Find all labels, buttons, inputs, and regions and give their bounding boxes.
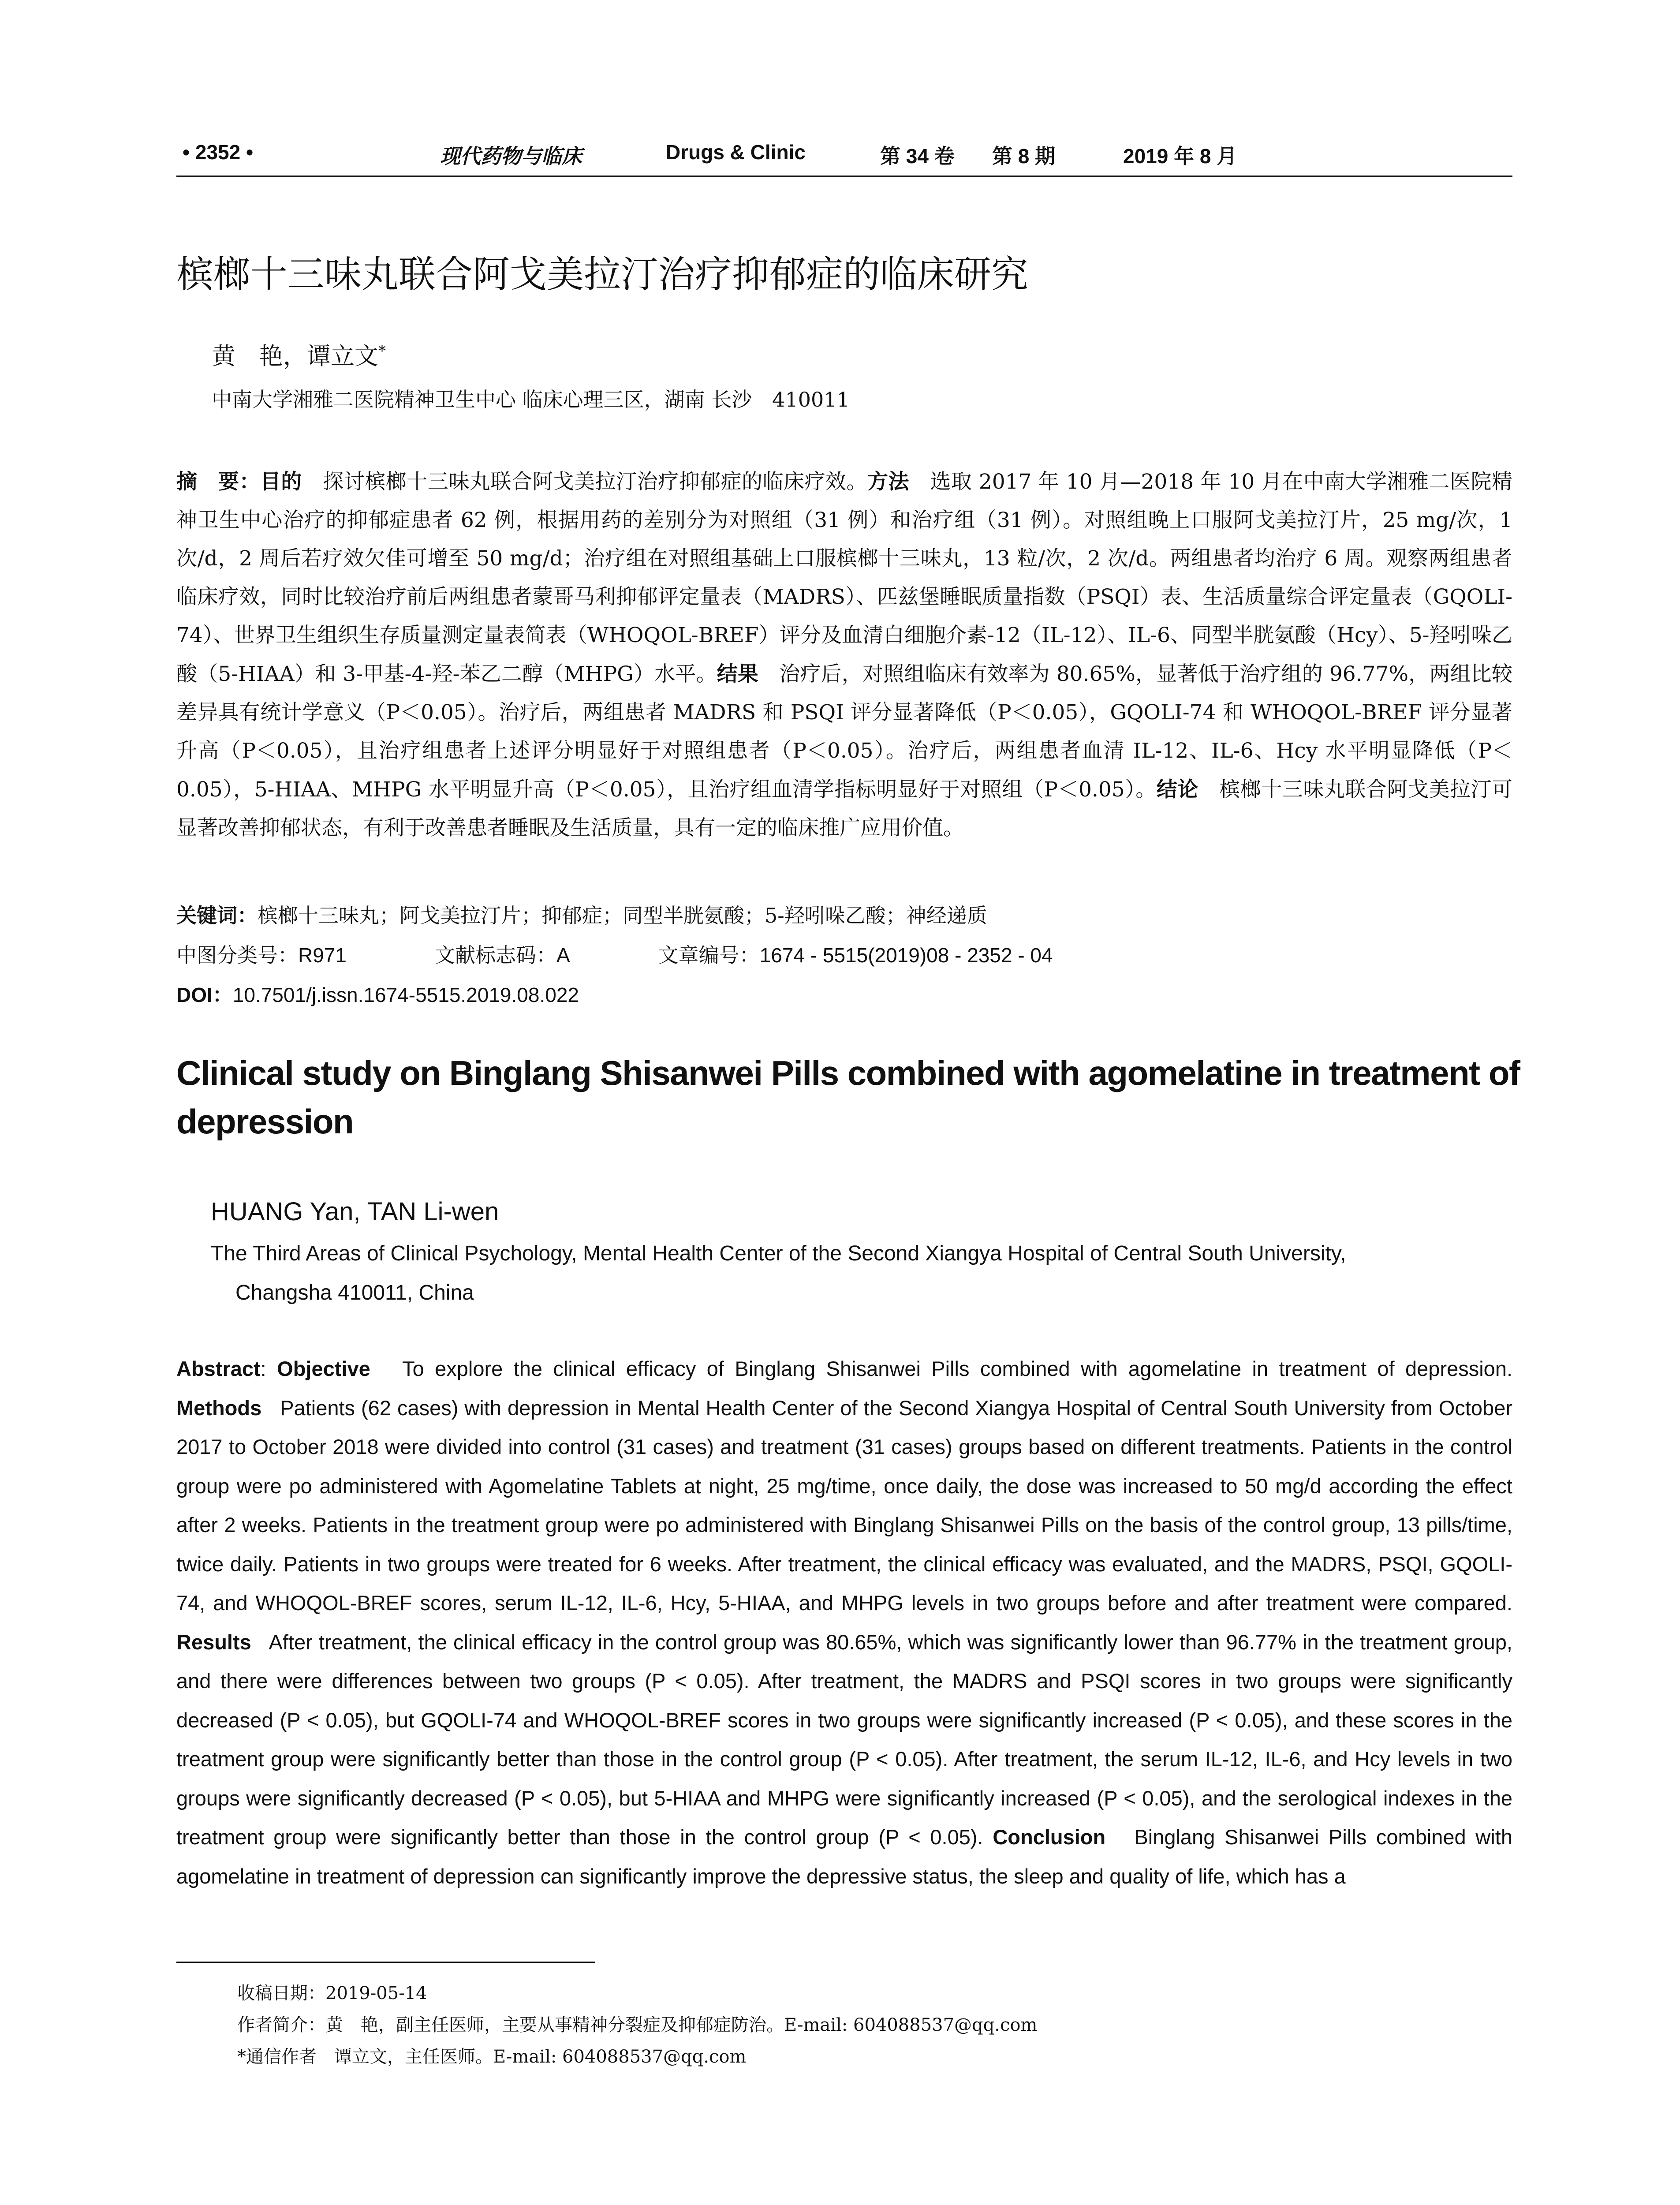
issue: 第 8 期 xyxy=(992,145,1056,168)
chinese-authors xyxy=(212,337,386,371)
methods-text-en: Patients (62 cases) with depression in Mental Health Center of the Second Xiangya Hospital of Central South University from October 2017 to October 2018 were divided into control (31 cases) and treatment (31 cases) groups based on different treatments. Patients in the control group were po administered with Agomelatine Tablets at night, 25 mg/time, once daily, the dose was increased to 50 mg/d according the effect after 2 weeks. Patients in the treatment group were po administered with Binglang Shisanwei Pills on the basis of the control group, 13 pills/time, twice daily. Patients in two groups were treated for 6 weeks. After treatment, the clinical efficacy was evaluated, and the MADRS, PSQI, GQOLI-74, and WHOQOL-BREF scores, serum IL-12, IL-6, Hcy, 5-HIAA, and MHPG levels in two groups before and after treatment were compared. xyxy=(176,1396,1512,1615)
clc-label: 中图分类号： xyxy=(176,944,298,967)
english-affiliation-line-1: The Third Areas of Clinical Psychology, Mental Health Center of the Second Xiangya Hospital of Central South University, xyxy=(211,1242,1346,1265)
journal-name-en: Drugs & Clinic xyxy=(666,141,806,164)
keywords-line xyxy=(176,900,987,929)
keywords: 槟榔十三味丸；阿戈美拉汀片；抑郁症；同型半胱氨酸；5-羟吲哚乙酸；神经递质 xyxy=(258,904,987,927)
chinese-affiliation: 中南大学湘雅二医院精神卫生中心 临床心理三区，湖南 长沙 410011 xyxy=(212,388,850,411)
article-number: 1674 - 5515(2019)08 - 2352 - 04 xyxy=(759,944,1053,967)
page-number: • 2352 • xyxy=(183,141,254,164)
footnote-corresponding: *通信作者 谭立文，主任医师。E-mail: 604088537@qq.com xyxy=(237,2047,747,2067)
conclusion-label-cn: 结论 xyxy=(1156,777,1198,801)
clc-code: R971 xyxy=(298,944,347,967)
objective-label-en: Objective xyxy=(277,1357,370,1380)
footnote-rule xyxy=(176,1962,595,1963)
results-label-cn: 结果 xyxy=(717,662,759,685)
results-label-en: Results xyxy=(176,1630,251,1654)
english-title: Clinical study on Binglang Shisanwei Pills combined with agomelatine in treatment of depression xyxy=(176,1054,1520,1141)
objective-text-cn: 探讨槟榔十三味丸联合阿戈美拉汀治疗抑郁症的临床疗效。 xyxy=(302,470,867,494)
methods-text-cn: 选取 2017 年 10 月—2018 年 10 月在中南大学湘雅二医院精神卫生中心治疗的抑郁症患者 62 例，根据用药的差别分为对照组（31 例）和治疗组（31 例）。对照组晚上口服阿戈美拉汀片，25 mg/次，1 次/d，2 周后若疗效欠佳可增至 50 mg/d；治疗组在对照组基础上口服槟榔十三味丸，13 粒/次，2 次/d。两组患者均治疗 6 周。观察两组患者临床疗效，同时比较治疗前后两组患者蒙哥马利抑郁评定量表（MADRS）、匹兹堡睡眠质量指数（PSQI）表、生活质量综合评定量表（GQOLI-74）、世界卫生组织生存质量测定量表简表（WHOQOL-BREF）评分及血清白细胞介素-12（IL-12）、IL-6、同型半胱氨酸（Hcy）、5-羟吲哚乙酸（5-HIAA）和 3-甲基-4-羟-苯乙二醇（MHPG）水平。 xyxy=(176,470,1512,686)
english-affiliation-line-2: Changsha 410011, China xyxy=(235,1281,474,1304)
results-text-cn: 治疗后，对照组临床有效率为 80.65%，显著低于治疗组的 96.77%，两组比较差异具有统计学意义（P＜0.05）。治疗后，两组患者 MADRS 和 PSQI 评分显著降低（P＜0.05），GQOLI-74 和 WHOQOL-BREF 评分显著升高（P＜0.05），且治疗组患者上述评分明显好于对照组患者（P＜0.05）。治疗后，两组患者血清 IL-12、IL-6、Hcy 水平明显降低（P＜0.05），5-HIAA、MHPG 水平明显升高（P＜0.05），且治疗组血清学指标明显好于对照组（P＜0.05）。 xyxy=(176,662,1512,802)
keywords-label: 关键词： xyxy=(176,904,258,927)
doc-code-label: 文献标志码： xyxy=(434,944,556,967)
methods-label-cn: 方法 xyxy=(867,470,909,493)
classification-line xyxy=(176,939,1053,968)
volume: 第 34 卷 xyxy=(880,145,955,168)
chinese-abstract xyxy=(176,462,1512,847)
header-rule xyxy=(176,176,1512,177)
methods-label-en: Methods xyxy=(176,1396,262,1420)
objective-label-cn: 目的 xyxy=(260,470,302,493)
running-header xyxy=(176,140,1512,168)
objective-text-en: To explore the clinical efficacy of Binglang Shisanwei Pills combined with agomelatine in treatment of depression. xyxy=(402,1357,1513,1380)
doc-code: A xyxy=(556,944,570,967)
english-abstract: Abstract: Objective To explore the clinical efficacy of Binglang Shisanwei Pills combined with agomelatine in treatment of depression. Methods Patients (62 cases) with depression in Mental Health Center of the Second Xiangya Hospital of Central South University from October 2017 to October 2018 were divided into control (31 cases) and treatment (31 cases) groups based on different treatments. Patients in the control group were po administered with Agomelatine Tablets at night, 25 mg/time, once daily, the dose was increased to 50 mg/d according the effect after 2 weeks. Patients in the treatment group were po administered with Binglang Shisanwei Pills on the basis of the control group, 13 pills/time, twice daily. Patients in two groups were treated for 6 weeks. After treatment, the clinical efficacy was evaluated, and the MADRS, PSQI, GQOLI-74, and WHOQOL-BREF scores, serum IL-12, IL-6, Hcy, 5-HIAA, and MHPG levels in two groups before and after treatment were compared. Results After treatment, the clinical efficacy in the control group was 80.65%, which was significantly lower than 96.77% in the treatment group, and there were differences between two groups (P < 0.05). After treatment, the MADRS and PSQI scores in two groups were significantly decreased (P < 0.05), but GQOLI-74 and WHOQOL-BREF scores in two groups were significantly increased (P < 0.05), and these scores in the treatment group were significantly better than those in the control group (P < 0.05). After treatment, the serum IL-12, IL-6, and Hcy levels in two groups were significantly decreased (P < 0.05), but 5-HIAA and MHPG were significantly increased (P < 0.05), and the serological indexes in the treatment group were significantly better than those in the control group (P < 0.05). Conclusion Binglang Shisanwei Pills combined with agomelatine in treatment of depression can significantly improve the depressive status, the sleep and quality of life, which has a xyxy=(176,1357,1513,1888)
chinese-author-names: 黄 艳，谭立文 xyxy=(212,342,378,370)
footnote-received: 收稿日期：2019-05-14 xyxy=(237,1983,427,2003)
conclusion-text-cn: 槟榔十三味丸联合阿戈美拉汀可显著改善抑郁状态，有利于改善患者睡眠及生活质量，具有一定的临床推广应用价值。 xyxy=(176,777,1513,840)
footnote-author-intro: 作者简介：黄 艳，副主任医师，主要从事精神分裂症及抑郁症防治。E-mail: 604088537@qq.com xyxy=(237,2015,1038,2035)
conclusion-text-en: Binglang Shisanwei Pills combined with agomelatine in treatment of depression can significantly improve the depressive status, the sleep and quality of life, which has a xyxy=(176,1825,1513,1888)
chinese-title: 槟榔十三味丸联合阿戈美拉汀治疗抑郁症的临床研究 xyxy=(176,254,1029,295)
abstract-label-en: Abstract xyxy=(176,1357,261,1380)
corresponding-mark: * xyxy=(378,342,386,360)
english-affiliation xyxy=(211,1234,1516,1312)
issue-date: 2019 年 8 月 xyxy=(1123,145,1237,168)
english-authors: HUANG Yan, TAN Li-wen xyxy=(211,1197,499,1226)
article-number-label: 文章编号： xyxy=(658,944,760,967)
results-text-en: After treatment, the clinical efficacy in the control group was 80.65%, which was significantly lower than 96.77% in the treatment group, and there were differences between two groups (P < 0.05). After treatment, the MADRS and PSQI scores in two groups were significantly decreased (P < 0.05), but GQOLI-74 and WHOQOL-BREF scores in two groups were significantly increased (P < 0.05), and these scores in the treatment group were significantly better than those in the control group (P < 0.05). After treatment, the serum IL-12, IL-6, and Hcy levels in two groups were significantly decreased (P < 0.05), but 5-HIAA and MHPG were significantly increased (P < 0.05), and the serological indexes in the treatment group were significantly better than those in the control group (P < 0.05). xyxy=(176,1630,1512,1849)
journal-name-cn: 现代药物与临床 xyxy=(440,144,582,168)
doi-line xyxy=(176,979,579,1008)
abstract-label-cn: 摘 要： xyxy=(176,470,260,493)
doi: 10.7501/j.issn.1674-5515.2019.08.022 xyxy=(232,983,579,1006)
doi-label: DOI： xyxy=(176,983,233,1006)
conclusion-label-en: Conclusion xyxy=(993,1825,1106,1849)
